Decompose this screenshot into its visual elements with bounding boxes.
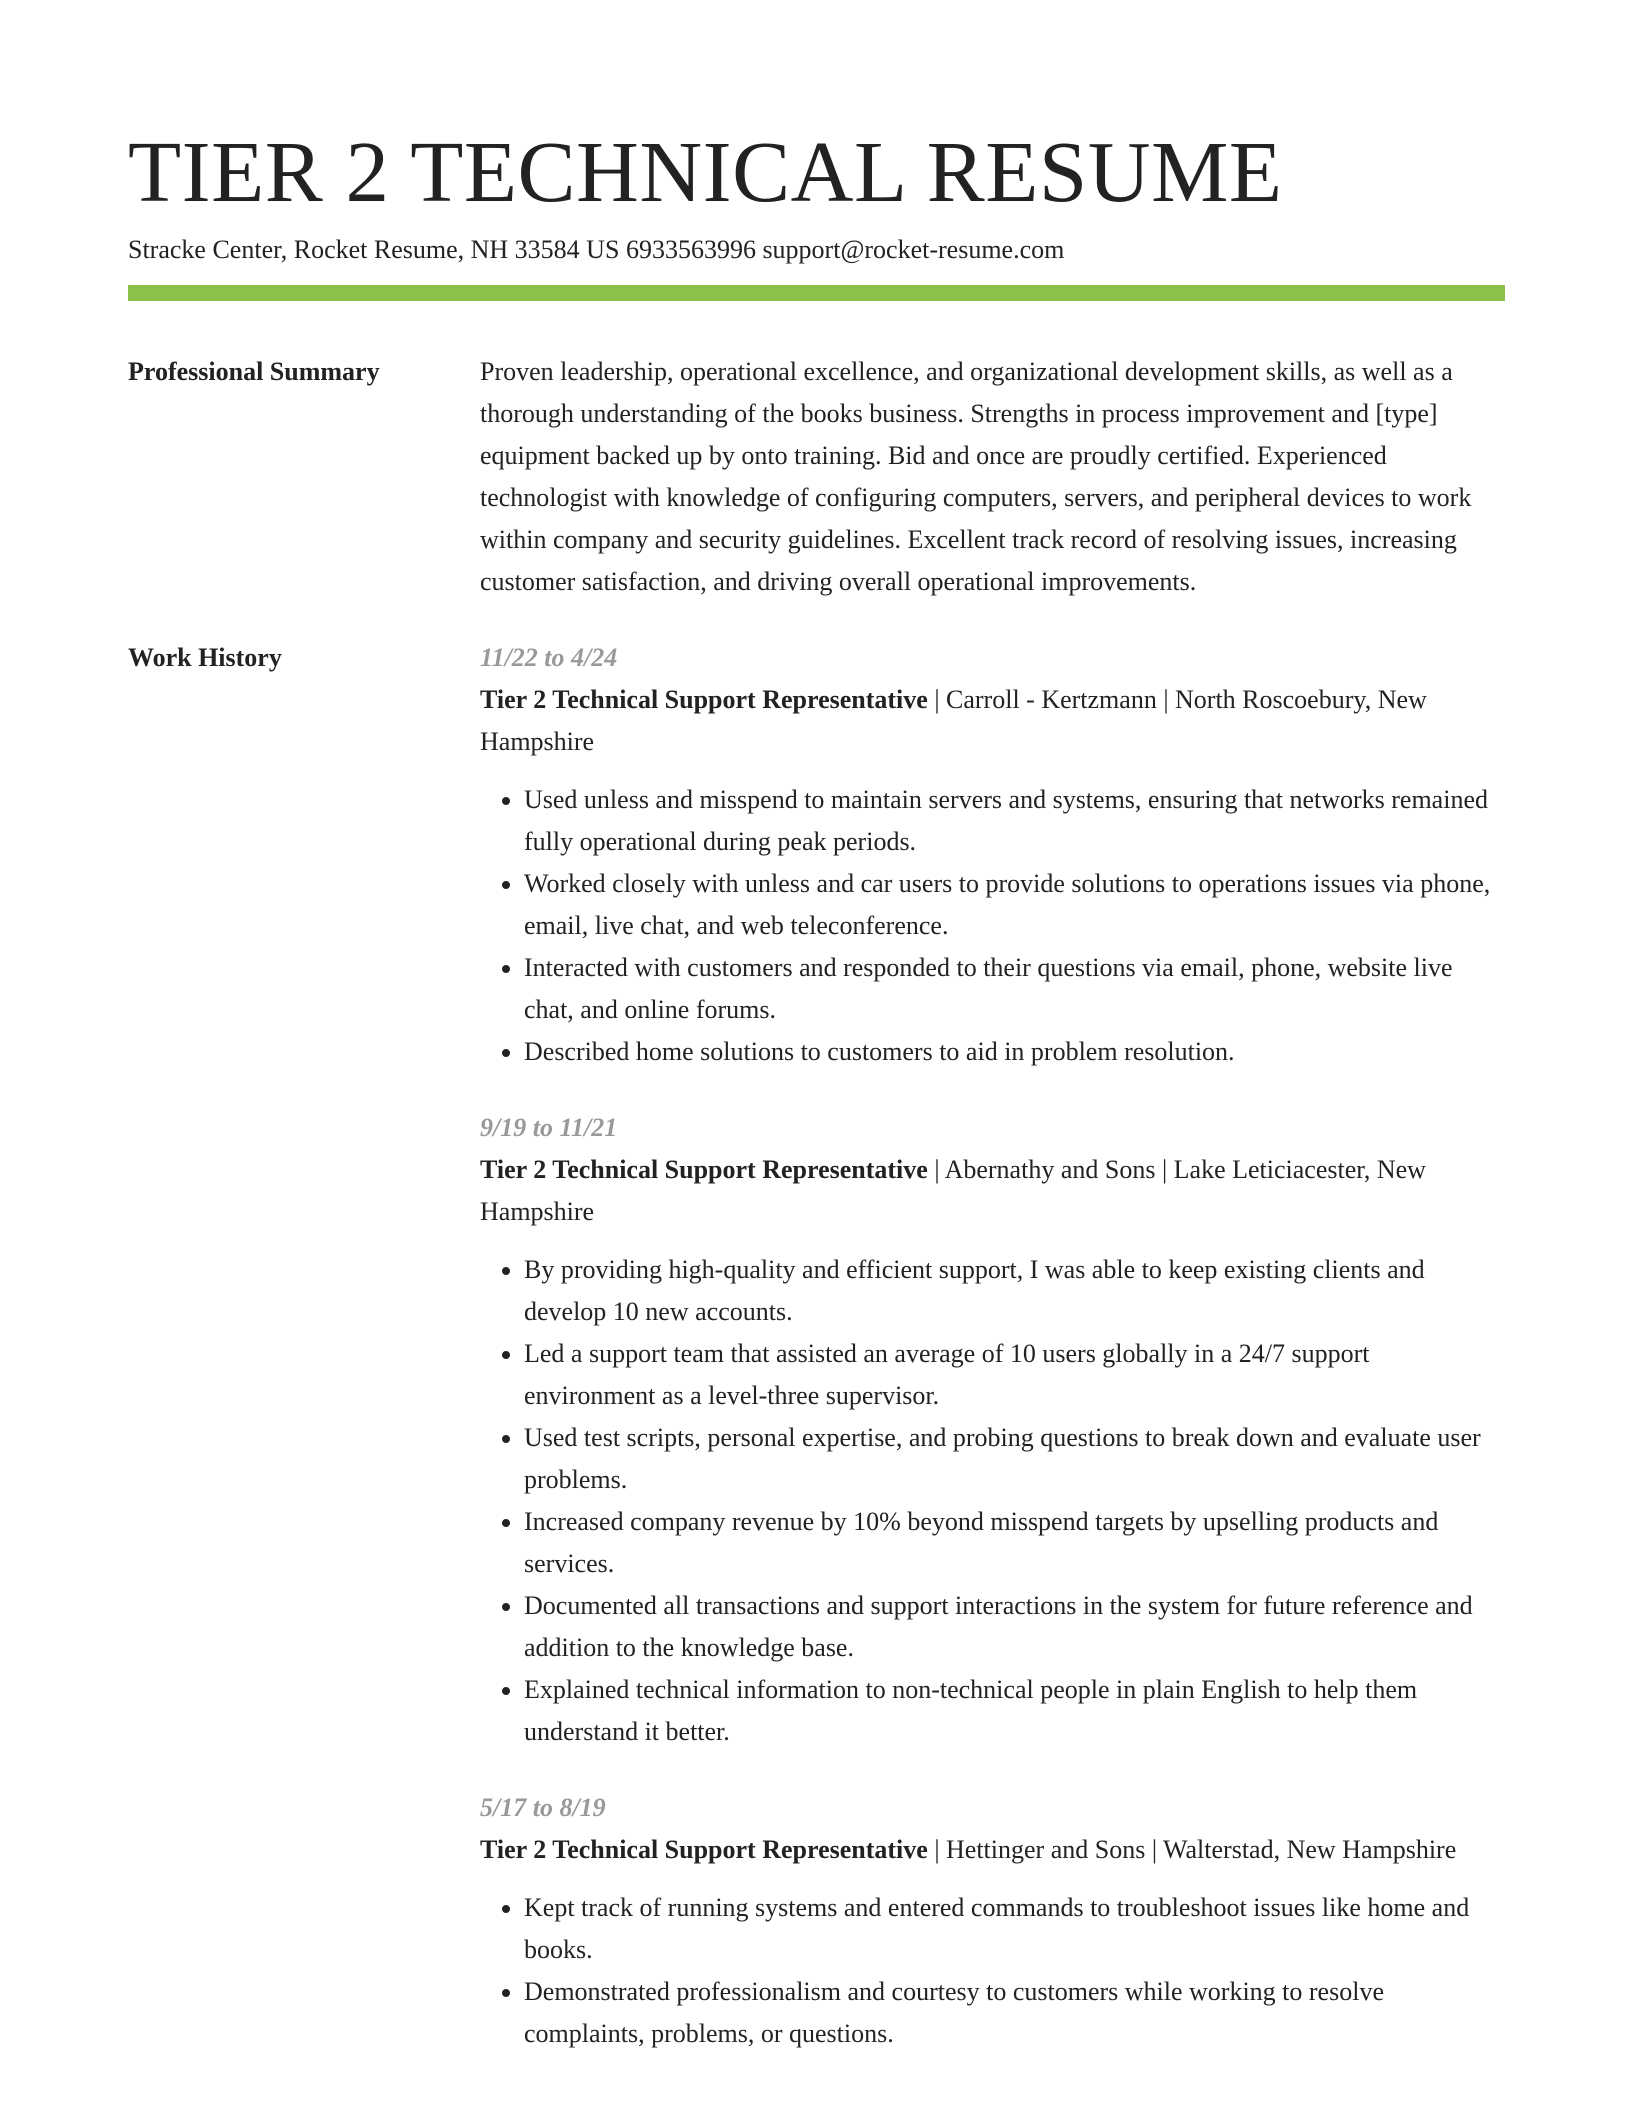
job-entry bbox=[480, 1787, 1505, 2055]
job-bullet: • Interacted with customers and responded to their questions via email, phone, website live chat, and online forums. bbox=[524, 947, 1505, 1031]
job-bullet: • Kept track of running systems and entered commands to troubleshoot issues like home and books. bbox=[524, 1887, 1505, 1971]
job-title: Tier 2 Technical Support Representative bbox=[480, 685, 928, 714]
job-details: | Hettinger and Sons | Walterstad, New Hampshire bbox=[927, 1835, 1457, 1864]
work-history-body bbox=[480, 637, 1505, 2055]
job-title: Tier 2 Technical Support Representative bbox=[480, 1835, 928, 1864]
summary-section bbox=[128, 351, 1505, 603]
job-bullet: • Described home solutions to customers to aid in problem resolution. bbox=[524, 1031, 1505, 1073]
job-bullet: • Used test scripts, personal expertise, and probing questions to break down and evaluate user problems. bbox=[524, 1417, 1505, 1501]
job-bullet: • Explained technical information to non-technical people in plain English to help them understand it better. bbox=[524, 1669, 1505, 1753]
job-entry bbox=[480, 1107, 1505, 1753]
summary-text: Proven leadership, operational excellence, and organizational development skills, as well as a thorough understanding of the books business. Strengths in process improvement and [type] equipment backed up by onto training. Bid and once are proudly certified. Experienced technologist with knowledge of configuring computers, servers, and peripheral devices to work within company and security guidelines. Excellent track record of resolving issues, increasing customer satisfaction, and driving overall operational improvements. bbox=[480, 357, 1472, 596]
job-bullet: • By providing high-quality and efficient support, I was able to keep existing clients and develop 10 new accounts. bbox=[524, 1249, 1505, 1333]
job-heading bbox=[480, 1829, 1505, 1871]
contact-line bbox=[128, 234, 1505, 266]
contact-address: Stracke Center, Rocket Resume, NH 33584 US bbox=[128, 235, 620, 264]
header-divider bbox=[128, 285, 1505, 301]
job-bullet: • Documented all transactions and support interactions in the system for future reference and addition to the knowledge base. bbox=[524, 1585, 1505, 1669]
resume-page bbox=[128, 0, 1505, 2055]
job-title: Tier 2 Technical Support Representative bbox=[480, 1155, 928, 1184]
summary-heading: Professional Summary bbox=[128, 357, 380, 386]
job-dates: 9/19 to 11/21 bbox=[480, 1113, 618, 1142]
job-bullet: • Demonstrated professionalism and courtesy to customers while working to resolve complaints, problems, or questions. bbox=[524, 1971, 1505, 2055]
contact-email: support@rocket-resume.com bbox=[762, 235, 1065, 264]
summary-body bbox=[480, 351, 1505, 603]
job-heading bbox=[480, 1149, 1505, 1233]
job-bullets bbox=[480, 1249, 1505, 1753]
job-dates: 11/22 to 4/24 bbox=[480, 643, 618, 672]
job-bullet: • Increased company revenue by 10% beyond misspend targets by upselling products and services. bbox=[524, 1501, 1505, 1585]
job-bullet: • Used unless and misspend to maintain servers and systems, ensuring that networks remained fully operational during peak periods. bbox=[524, 779, 1505, 863]
job-bullets bbox=[480, 1887, 1505, 2055]
job-heading bbox=[480, 679, 1505, 763]
job-details: | Abernathy and Sons | Lake Leticiacester, New Hampshire bbox=[480, 1155, 1426, 1226]
job-bullet: • Worked closely with unless and car users to provide solutions to operations issues via phone, email, live chat, and web teleconference. bbox=[524, 863, 1505, 947]
work-history-section bbox=[128, 637, 1505, 2055]
job-bullets bbox=[480, 779, 1505, 1073]
job-entry bbox=[480, 637, 1505, 1073]
job-details: | Carroll - Kertzmann | North Roscoebury, New Hampshire bbox=[480, 685, 1427, 756]
job-dates: 5/17 to 8/19 bbox=[480, 1793, 606, 1822]
resume-title: TIER 2 TECHNICAL RESUME bbox=[128, 123, 1283, 220]
work-history-heading: Work History bbox=[128, 643, 282, 672]
job-bullet: • Led a support team that assisted an average of 10 users globally in a 24/7 support environment as a level-three supervisor. bbox=[524, 1333, 1505, 1417]
contact-phone: 6933563996 bbox=[625, 235, 756, 264]
